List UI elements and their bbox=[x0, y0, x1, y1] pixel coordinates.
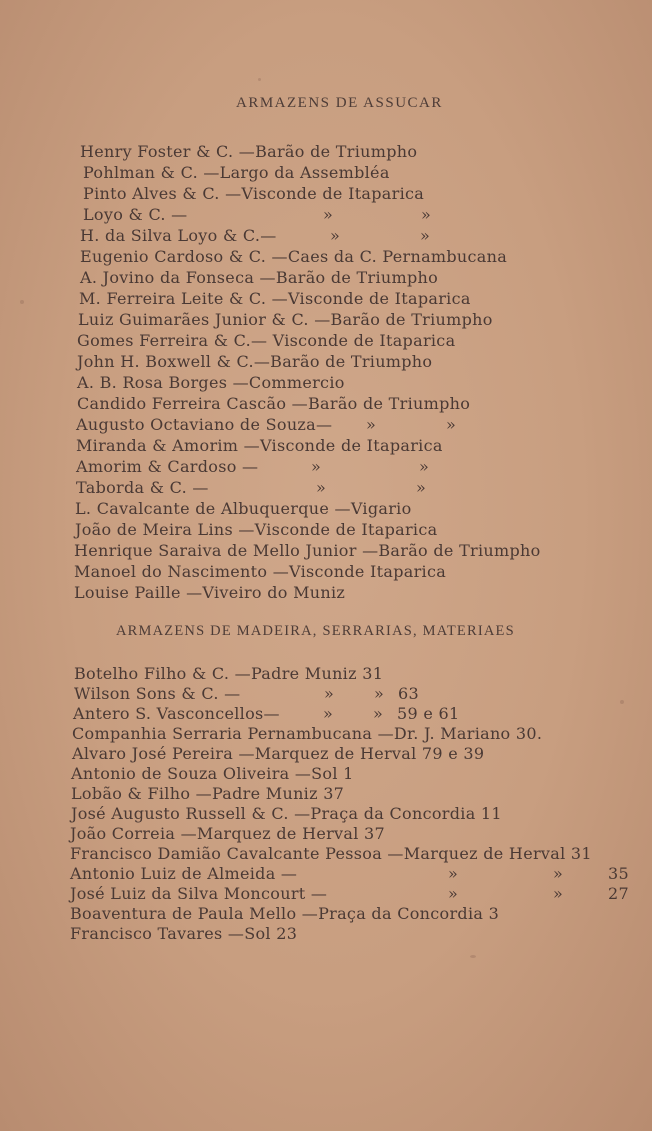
ditto-mark: » bbox=[420, 226, 431, 245]
street-number: 35 bbox=[608, 864, 629, 883]
entry-text: Wilson Sons & C. — bbox=[74, 684, 241, 703]
ditto-mark: » bbox=[373, 704, 384, 723]
list-item bbox=[70, 884, 640, 904]
street-number: 59 e 61 bbox=[397, 704, 460, 723]
list-item bbox=[70, 864, 640, 884]
list-item: Lobão & Filho —Padre Muniz 37 bbox=[71, 784, 345, 803]
list-item: Eugenio Cardoso & C. —Caes da C. Pernambucana bbox=[80, 247, 508, 266]
list-item bbox=[76, 478, 476, 498]
ditto-mark: » bbox=[323, 205, 334, 224]
paper-speck bbox=[620, 700, 624, 704]
entry-text: Augusto Octaviano de Souza— bbox=[76, 415, 333, 434]
ditto-mark: » bbox=[366, 415, 377, 434]
list-item: Antonio de Souza Oliveira —Sol 1 bbox=[71, 764, 354, 783]
ditto-mark: » bbox=[330, 226, 341, 245]
paper-speck bbox=[470, 955, 476, 958]
ditto-mark: » bbox=[553, 864, 564, 883]
list-item: Francisco Damião Cavalcante Pessoa —Marquez de Herval 31 bbox=[70, 844, 592, 863]
entry-text: H. da Silva Loyo & C.— bbox=[80, 226, 277, 245]
list-item: Henrique Saraiva de Mello Junior —Barão de Triumpho bbox=[74, 541, 541, 560]
entry-text: José Luiz da Silva Moncourt — bbox=[70, 884, 328, 903]
ditto-mark: » bbox=[446, 415, 457, 434]
list-item: John H. Boxwell & C.—Barão de Triumpho bbox=[77, 352, 433, 371]
list-item: João de Meira Lins —Visconde de Itaparica bbox=[75, 520, 438, 539]
section-title-madeira: ARMAZENS DE MADEIRA, SERRARIAS, MATERIAES bbox=[116, 623, 515, 639]
list-item: Gomes Ferreira & C.— Visconde de Itaparica bbox=[77, 331, 456, 350]
list-item: Miranda & Amorim —Visconde de Itaparica bbox=[76, 436, 443, 455]
list-item bbox=[76, 457, 476, 477]
ditto-mark: » bbox=[316, 478, 327, 497]
list-item: Botelho Filho & C. —Padre Muniz 31 bbox=[74, 664, 384, 683]
list-item bbox=[83, 205, 483, 225]
ditto-mark: » bbox=[324, 684, 335, 703]
list-item: Boaventura de Paula Mello —Praça da Concordia 3 bbox=[70, 904, 500, 923]
ditto-mark: » bbox=[323, 704, 334, 723]
list-item: M. Ferreira Leite & C. —Visconde de Itaparica bbox=[79, 289, 471, 308]
entry-text: Antonio Luiz de Almeida — bbox=[70, 864, 298, 883]
list-item bbox=[73, 704, 493, 724]
entry-text: Amorim & Cardoso — bbox=[76, 457, 259, 476]
list-item: A. Jovino da Fonseca —Barão de Triumpho bbox=[80, 268, 439, 287]
list-item bbox=[74, 684, 494, 704]
paper-speck bbox=[258, 78, 261, 81]
list-item: Luiz Guimarães Junior & C. —Barão de Triumpho bbox=[78, 310, 493, 329]
list-item: Manoel do Nascimento —Visconde Itaparica bbox=[74, 562, 447, 581]
list-item bbox=[76, 415, 496, 435]
list-item: A. B. Rosa Borges —Commercio bbox=[77, 373, 345, 392]
section-title-assucar: ARMAZENS DE ASSUCAR bbox=[236, 95, 443, 111]
ditto-mark: » bbox=[374, 684, 385, 703]
entry-text: Taborda & C. — bbox=[76, 478, 209, 497]
ditto-mark: » bbox=[416, 478, 427, 497]
list-item: Pohlman & C. —Largo da Assembléa bbox=[83, 163, 390, 182]
list-item: Companhia Serraria Pernambucana —Dr. J. Mariano 30. bbox=[72, 724, 543, 743]
list-item: Henry Foster & C. —Barão de Triumpho bbox=[80, 142, 418, 161]
list-item: José Augusto Russell & C. —Praça da Concordia 11 bbox=[71, 804, 502, 823]
ditto-mark: » bbox=[419, 457, 430, 476]
entry-text: Antero S. Vasconcellos— bbox=[73, 704, 280, 723]
entry-text: Loyo & C. — bbox=[83, 205, 188, 224]
list-item: Candido Ferreira Cascão —Barão de Triumpho bbox=[77, 394, 471, 413]
list-item: João Correia —Marquez de Herval 37 bbox=[70, 824, 385, 843]
ditto-mark: » bbox=[448, 864, 459, 883]
list-item: Pinto Alves & C. —Visconde de Itaparica bbox=[83, 184, 425, 203]
paper-speck bbox=[20, 300, 24, 304]
list-item: Francisco Tavares —Sol 23 bbox=[70, 924, 298, 943]
ditto-mark: » bbox=[421, 205, 432, 224]
ditto-mark: » bbox=[311, 457, 322, 476]
ditto-mark: » bbox=[553, 884, 564, 903]
street-number: 27 bbox=[608, 884, 629, 903]
list-item: L. Cavalcante de Albuquerque —Vigario bbox=[75, 499, 412, 518]
ditto-mark: » bbox=[448, 884, 459, 903]
list-item: Alvaro José Pereira —Marquez de Herval 79 e 39 bbox=[72, 744, 485, 763]
list-item: Louise Paille —Viveiro do Muniz bbox=[74, 583, 346, 602]
list-item bbox=[80, 226, 480, 246]
street-number: 63 bbox=[398, 684, 419, 703]
